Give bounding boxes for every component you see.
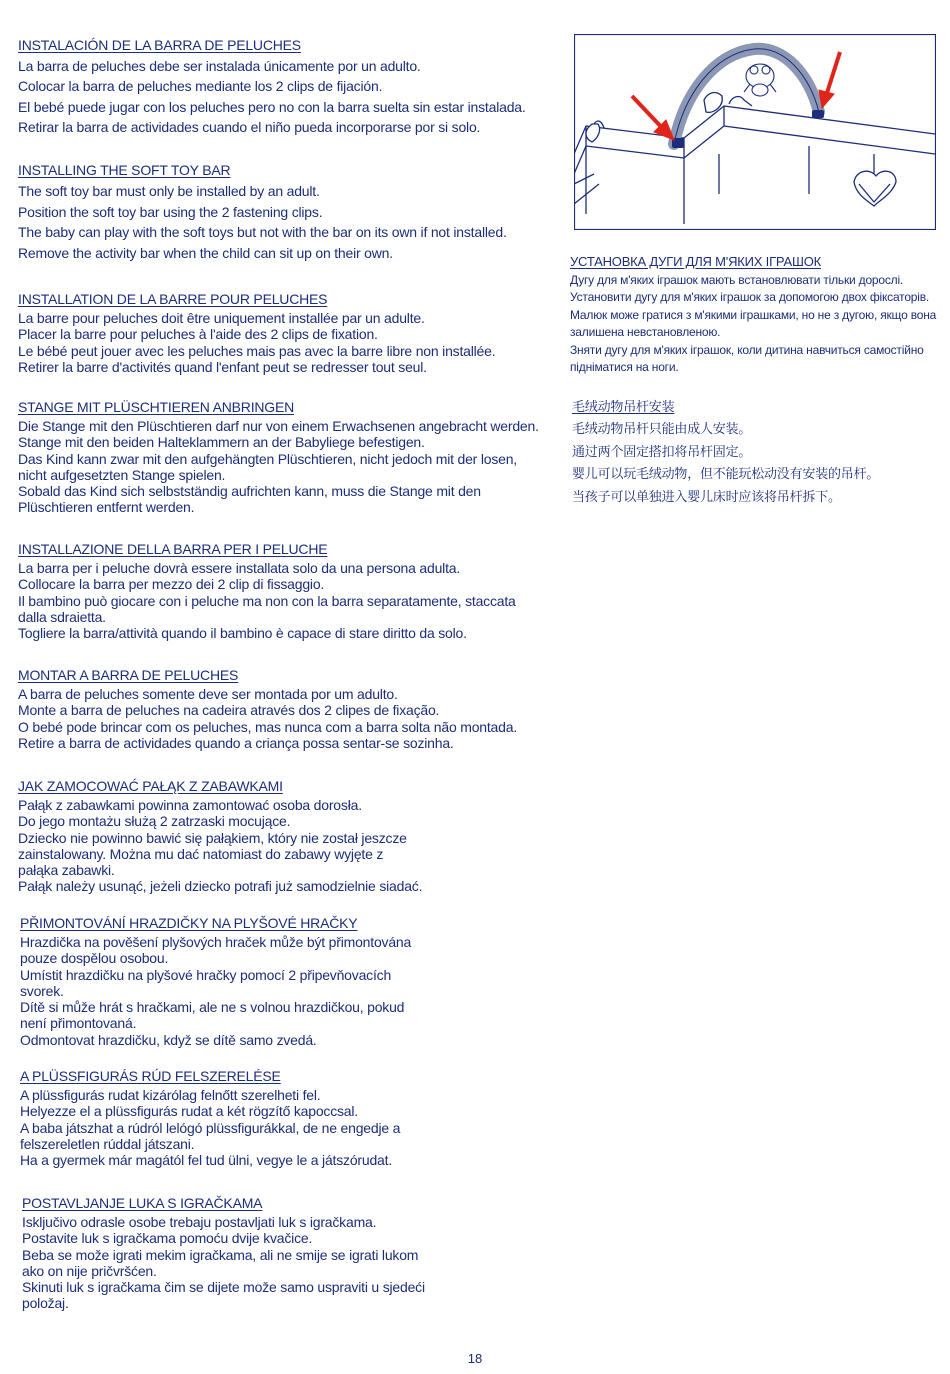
section-title: INSTALLAZIONE DELLA BARRA PER I PELUCHE <box>18 541 328 557</box>
text-line: залишена невстановленою. <box>570 325 721 340</box>
text-line: Plüschtieren entfernt werden. <box>18 499 195 516</box>
text-line: Die Stange mit den Plüschtieren darf nur von einem Erwachsenen angebracht werden. <box>18 418 539 434</box>
section-de <box>18 399 539 516</box>
text-line: Pałąk należy usunąć, jeżeli dziecko potrafi już samodzielnie siadać. <box>18 878 423 895</box>
text-line: Umístit hrazdičku na plyšové hračky pomocí 2 připevňovacích <box>20 966 392 983</box>
text-line: Зняти дугу для м'яких іграшок, коли дитина навчиться самостійно <box>570 342 924 357</box>
text-line: nicht aufgesetzten Stange spielen. <box>18 466 226 483</box>
text-line: Ha a gyermek már magától fel tud ülni, vegye le a játszórudat. <box>20 1152 393 1169</box>
section-title: MONTAR A BARRA DE PELUCHES <box>18 667 239 683</box>
section-title: PŘIMONTOVÁNÍ HRAZDIČKY NA PLYŠOVÉ HRAČKY <box>20 915 358 931</box>
text-line: Beba se može igrati mekim igračkama, ali ne smije se igrati lukom <box>22 1246 419 1263</box>
section-title: INSTALLING THE SOFT TOY BAR <box>18 162 231 178</box>
text-line: Retirer la barre d'activités quand l'enfant peut se redresser tout seul. <box>18 358 427 375</box>
text-line: A baba játszhat a rúdról lelógó plüssfigurákkal, de ne engedje a <box>20 1119 401 1136</box>
text-line: Hrazdička na pověšení plyšových hraček může být přimontována <box>20 934 412 950</box>
text-line: Skinuti luk s igračkama čim se dijete može samo uspraviti u sjedeći <box>22 1279 425 1296</box>
text-line: pouze dospělou osobou. <box>20 950 169 967</box>
text-line: Pałąk z zabawkami powinna zamontować osoba dorosła. <box>18 797 362 813</box>
text-line: Il bambino può giocare con i peluche ma non con la barra separatamente, staccata <box>18 592 516 609</box>
section-en <box>18 162 507 263</box>
text-line: Le bébé peut jouer avec les peluches mais pas avec la barre libre non installée. <box>18 342 496 359</box>
text-line: підніматися на ноги. <box>570 360 679 375</box>
text-line: dalla sdraietta. <box>18 608 106 625</box>
section-cs <box>20 915 411 1048</box>
text-line: O bebé pode brincar com os peluches, mas nunca com a barra solta não montada. <box>18 718 518 735</box>
section-title: INSTALLATION DE LA BARRE POUR PELUCHES <box>18 291 328 307</box>
text-line: Collocare la barra per mezzo dei 2 clip di fissaggio. <box>18 576 325 593</box>
page-number: 18 <box>467 1351 483 1366</box>
text-line: Placer la barre pour peluches à l'aide des 2 clips de fixation. <box>18 326 378 343</box>
text-line: A plüssfigurás rudat kizárólag felnőtt szerelheti fel. <box>20 1087 321 1103</box>
section-title: УСТАНОВКА ДУГИ ДЛЯ М'ЯКИХ ІГРАШОК <box>570 254 821 269</box>
text-line: 通过两个固定搭扣将吊杆固定。 <box>572 443 752 459</box>
text-line: zainstalowany. Można mu dać natomiast do zabawy wyjęte z <box>18 845 384 862</box>
crib-toy-bar-illustration <box>574 34 936 230</box>
text-line: ako on nije pričvršćen. <box>22 1262 157 1279</box>
section-pt <box>18 667 517 751</box>
text-line: La barra de peluches debe ser instalada únicamente por un adulto. <box>18 58 421 74</box>
text-line: El bebé puede jugar con los peluches pero no con la barra suelta sin estar instalada. <box>18 98 526 115</box>
section-title: A PLÜSSFIGURÁS RÚD FELSZERELÉSE <box>20 1068 281 1084</box>
text-line: Do jego montażu służą 2 zatrzaski mocujące. <box>18 813 291 830</box>
text-line: položaj. <box>22 1295 69 1312</box>
text-line: A barra de peluches somente deve ser montada por um adulto. <box>18 686 398 702</box>
section-es <box>18 37 526 137</box>
text-line: Sobald das Kind sich selbstständig aufrichten kann, muss die Stange mit den <box>18 483 481 500</box>
section-uk <box>570 254 936 376</box>
text-line: Remove the activity bar when the child can sit up on their own. <box>18 244 393 261</box>
text-line: Odmontovat hrazdičku, když se dítě samo zvedá. <box>20 1031 317 1048</box>
section-title: STANGE MIT PLÜSCHTIEREN ANBRINGEN <box>18 399 295 415</box>
text-line: La barre pour peluches doit être uniquement installée par un adulte. <box>18 310 425 326</box>
text-line: 当孩子可以单独进入婴儿床时应该将吊杆拆下。 <box>572 488 841 504</box>
text-line: Monte a barra de peluches na cadeira através dos 2 clipes de fixação. <box>18 702 440 719</box>
section-title: JAK ZAMOCOWAĆ PAŁĄK Z ZABAWKAMI <box>18 778 283 794</box>
text-line: Isključivo odrasle osobe trebaju postavljati luk s igračkama. <box>22 1214 377 1230</box>
section-hr <box>22 1195 425 1312</box>
text-line: Helyezze el a plüssfigurás rudat a két rögzítő kapoccsal. <box>20 1103 358 1120</box>
text-line: felszereletlen rúddal játszani. <box>20 1135 195 1152</box>
text-line: 毛绒动物吊杆只能由成人安装。 <box>572 421 752 436</box>
section-pl <box>18 778 422 895</box>
text-line: Dítě si může hrát s hračkami, ale ne s volnou hrazdičkou, pokud <box>20 999 405 1016</box>
text-line: The baby can play with the soft toys but not with the bar on its own if not installed. <box>18 224 507 240</box>
section-title: INSTALACIÓN DE LA BARRA DE PELUCHES <box>18 37 301 53</box>
text-line: Установити дугу для м'яких іграшок за допомогою двох фіксаторів. <box>570 290 930 305</box>
text-line: The soft toy bar must only be installed by an adult. <box>18 183 320 199</box>
text-line: Retirar la barra de actividades cuando el niño pueda incorporarse por si solo. <box>18 118 481 135</box>
text-line: Дугу для м'яких іграшок мають встановлювати тільки дорослі. <box>570 273 904 287</box>
section-hu <box>20 1068 400 1168</box>
text-line: Position the soft toy bar using the 2 fastening clips. <box>18 203 323 220</box>
text-line: není přimontovaná. <box>20 1015 137 1032</box>
text-line: Retire a barra de actividades quando a criança possa sentar-se sozinha. <box>18 734 454 751</box>
text-line: Stange mit den beiden Halteklammern an der Babyliege befestigen. <box>18 434 425 451</box>
text-line: Das Kind kann zwar mit den aufgehängten Plüschtieren, nicht jedoch mit der losen, <box>18 450 517 467</box>
text-line: Colocar la barra de peluches mediante los 2 clips de fijación. <box>18 78 383 95</box>
text-line: Малюк може гратися з м'якими іграшками, но не з дугою, якщо вона <box>570 307 937 322</box>
section-title: 毛绒动物吊杆安装 <box>572 399 675 414</box>
text-line: Togliere la barra/attività quando il bambino è capace di stare diritto da solo. <box>18 625 467 642</box>
section-it <box>18 541 516 641</box>
text-line: svorek. <box>20 982 64 999</box>
text-line: Postavite luk s igračkama pomoću dvije kvačice. <box>22 1230 313 1247</box>
section-fr <box>18 291 495 375</box>
section-zh <box>572 397 879 508</box>
text-line: Dziecko nie powinno bawić się pałąkiem, który nie został jeszcze <box>18 829 407 846</box>
section-title: POSTAVLJANJE LUKA S IGRAČKAMA <box>22 1195 263 1211</box>
text-line: pałąka zabawki. <box>18 862 115 879</box>
text-line: La barra per i peluche dovrà essere installata solo da una persona adulta. <box>18 560 461 576</box>
text-line: 婴儿可以玩毛绒动物，但不能玩松动没有安装的吊杆。 <box>572 466 880 481</box>
